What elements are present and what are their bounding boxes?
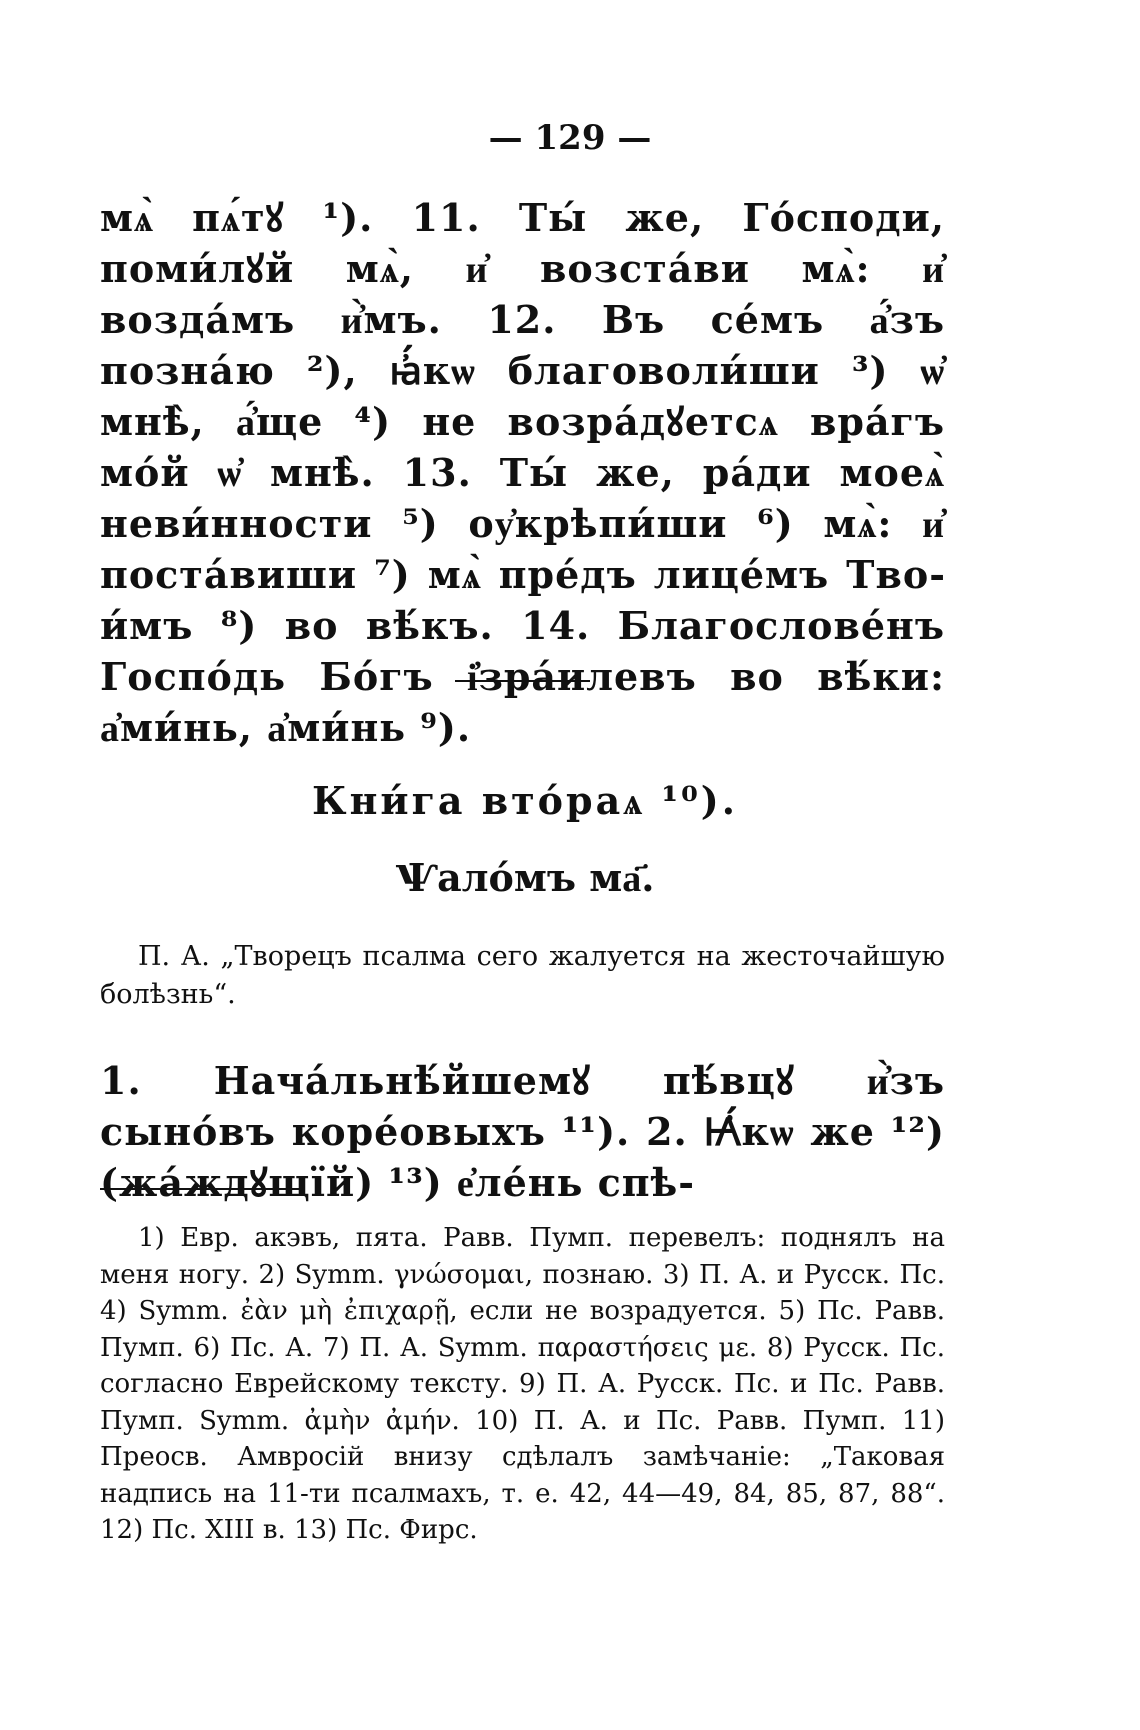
page-number: — 129 — [488,118,652,158]
psalm-verses-9-14: мѧ̀ пѧ́тꙋ ¹). 11. Ты́ же, Го́споди, поми́лꙋй мѧ̀, и҆ возста́ви мѧ̀: и҆ возда́мъ и҆̀мъ. 12. Въ се́мъ а҆́зъ позна́ю ²), ꙗ҆́кѡ благоволи́ши ³) ѡ҆ мнѣ̀, а҆́ще ⁴) не возра́дꙋетсѧ вра́гъ мо́й ѡ҆ мнѣ̀. 13. Ты́ же, ра́ди моеѧ̀ неви́нности ⁵) оу҆крѣпи́ши ⁶) мѧ̀: и҆ поста́виши ⁷) мѧ̀ пре́дъ лице́мъ Твои́мъ ⁸) во вѣ́къ. 14. Благослове́нъ Госпо́дь Бо́гъ і҆зра́илевъ во вѣ́ки: а҆ми́нь, а҆ми́нь ⁹). [100,195,945,750]
intro-note: П. А. „Творецъ псалма сего жалуется на жесточайшую болѣзнь“. [100,941,945,1010]
footnotes: 1) Евр. акэвъ, пята. Равв. Пумп. перевелъ: поднялъ на меня ногу. 2) Symm. γνώσομαι, познаю. 3) П. А. и Русск. Пс. 4) Symm. ἐὰν μὴ ἐπιχαρῇ, если не возрадуется. 5) Пс. Равв. Пумп. 6) Пс. А. 7) П. А. Symm. παραστήσεις με. 8) Русск. Пс. согласно Еврейскому тексту. 9) П. А. Русск. Пс. и Пс. Равв. Пумп. Symm. ἀμὴν ἀμήν. 10) П. А. и Пс. Равв. Пумп. 11) Преосв. Амвросій внизу сдѣлалъ замѣчаніе: „Таковая надпись на 11-ти псалмахъ, т. е. 42, 44—49, 84, 85, 87, 88“. 12) Пс. XIII в. 13) Пс. Фирс. [100,1223,945,1545]
psalm-title: Ѱало́мъ ма҃. [395,855,655,900]
section-divider [455,680,590,682]
psalm-verses-1-2: 1. Нача́льнѣ́йшемꙋ пѣ́вцꙋ и҆̀зъ сыно́въ коре́овыхъ ¹¹). 2. Ꙗ҆́кѡ же ¹²) (жа́ждꙋщїй) ¹³) е҆ле́нь спѣ- [100,1058,945,1205]
footnote-divider [100,1188,300,1190]
book-title: Кни́га вто́раѧ ¹⁰). [312,778,738,823]
